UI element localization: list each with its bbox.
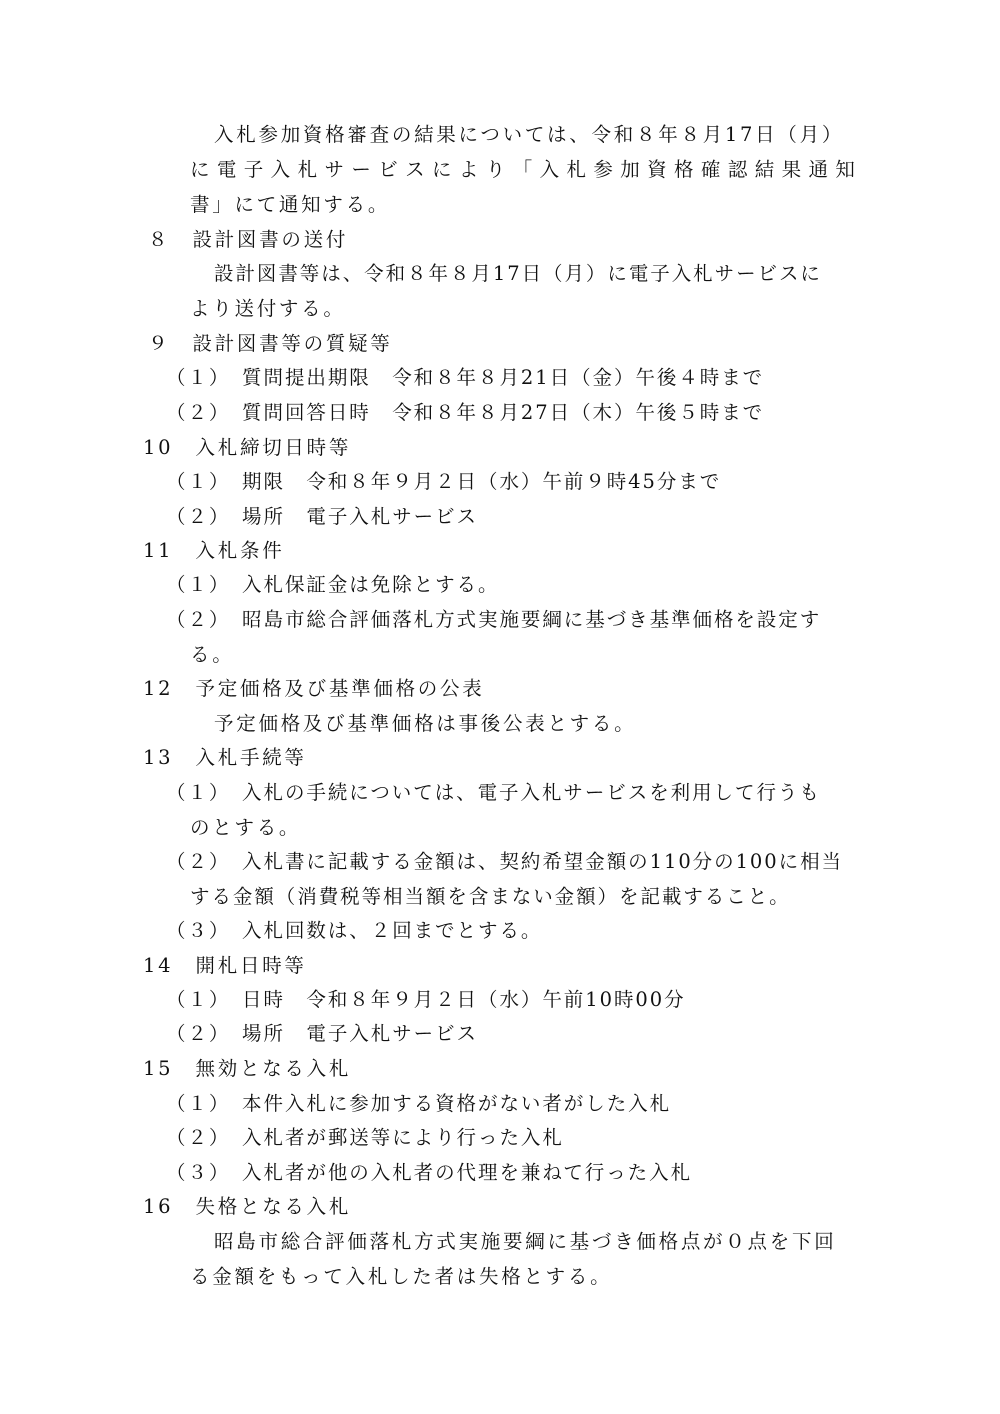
section-heading: 14 開札日時等 (143, 954, 307, 977)
text-glyph: 電 (216, 158, 237, 181)
text-line: る。 (190, 643, 235, 666)
section-heading: 13 入札手続等 (143, 746, 307, 769)
text-glyph: 認 (727, 158, 748, 181)
list-item: （３） 入札者が他の入札者の代理を兼ねて行った入札 (166, 1161, 693, 1184)
text-glyph: 加 (620, 158, 640, 181)
text-glyph: 札 (297, 158, 318, 181)
section-heading: 15 無効となる入札 (143, 1057, 352, 1080)
text-line: 昭島市総合評価落札方式実施要綱に基づき価格点が０点を下回 (214, 1230, 837, 1253)
list-item: （１） 入札保証金は免除とする。 (166, 573, 500, 596)
text-glyph: 子 (243, 158, 264, 181)
section-heading: 16 失格となる入札 (143, 1195, 352, 1218)
section-heading: 10 入札締切日時等 (143, 436, 352, 459)
list-item: （１） 日時 令和８年９月２日（水）午前10時00分 (166, 988, 686, 1011)
list-item: （１） 期限 令和８年９月２日（水）午前９時45分まで (166, 470, 722, 493)
text-glyph: 入 (539, 158, 560, 181)
text-glyph: 格 (674, 158, 694, 181)
text-glyph: ス (405, 158, 425, 181)
text-glyph: 資 (647, 158, 667, 181)
list-item: （２） 場所 電子入札サービス (166, 505, 479, 528)
text-line: する金額（消費税等相当額を含まない金額）を記載すること。 (190, 885, 791, 908)
section-heading: 11 入札条件 (143, 539, 285, 562)
text-glyph: 通 (808, 158, 828, 181)
list-item: （２） 場所 電子入札サービス (166, 1022, 479, 1045)
list-item: （１） 本件入札に参加する資格がない者がした入札 (166, 1092, 672, 1115)
text-line: 設計図書等は、令和８年８月17日（月）に電子入札サービスに (214, 262, 822, 285)
text-line: より送付する。 (190, 297, 346, 320)
section-heading: 12 予定価格及び基準価格の公表 (143, 677, 485, 700)
text-glyph: 入 (270, 158, 291, 181)
text-glyph: 確 (700, 158, 721, 181)
text-glyph: に (432, 158, 452, 181)
list-item: （２） 入札書に記載する金額は、契約希望金額の110分の100に相当 (166, 850, 843, 873)
text-glyph: に (190, 158, 210, 181)
text-line (190, 158, 855, 182)
section-heading: ９ 設計図書等の質疑等 (148, 332, 393, 355)
list-item: （２） 入札者が郵送等により行った入札 (166, 1126, 564, 1149)
text-glyph: 結 (754, 158, 775, 181)
list-item: （３） 入札回数は、２回までとする。 (166, 919, 543, 942)
text-line: る金額をもって入札した者は失格とする。 (190, 1265, 613, 1288)
text-glyph: サ (324, 158, 344, 181)
list-item: （２） 質問回答日時 令和８年８月27日（木）午後５時まで (166, 401, 765, 424)
text-glyph: よ (458, 158, 479, 181)
list-item: （１） 質問提出期限 令和８年８月21日（金）午後４時まで (166, 366, 765, 389)
text-glyph: 参 (593, 158, 613, 181)
list-item: （１） 入札の手続については、電子入札サービスを利用して行うも (166, 781, 821, 804)
text-glyph: 知 (835, 158, 855, 181)
text-glyph: ー (351, 158, 371, 181)
section-heading: ８ 設計図書の送付 (148, 228, 349, 251)
text-line: 予定価格及び基準価格は事後公表とする。 (214, 712, 637, 735)
text-line: 書」にて通知する。 (190, 193, 391, 216)
list-item: （２） 昭島市総合評価落札方式実施要綱に基づき基準価格を設定す (166, 608, 822, 631)
text-glyph: 札 (566, 158, 586, 181)
text-line: のとする。 (190, 816, 302, 839)
text-glyph: り (485, 158, 506, 181)
text-line: 入札参加資格審査の結果については、令和８年８月17日（月） (214, 123, 845, 146)
text-glyph: 果 (781, 158, 802, 181)
text-glyph: 「 (512, 158, 533, 181)
text-glyph: ビ (378, 158, 398, 181)
